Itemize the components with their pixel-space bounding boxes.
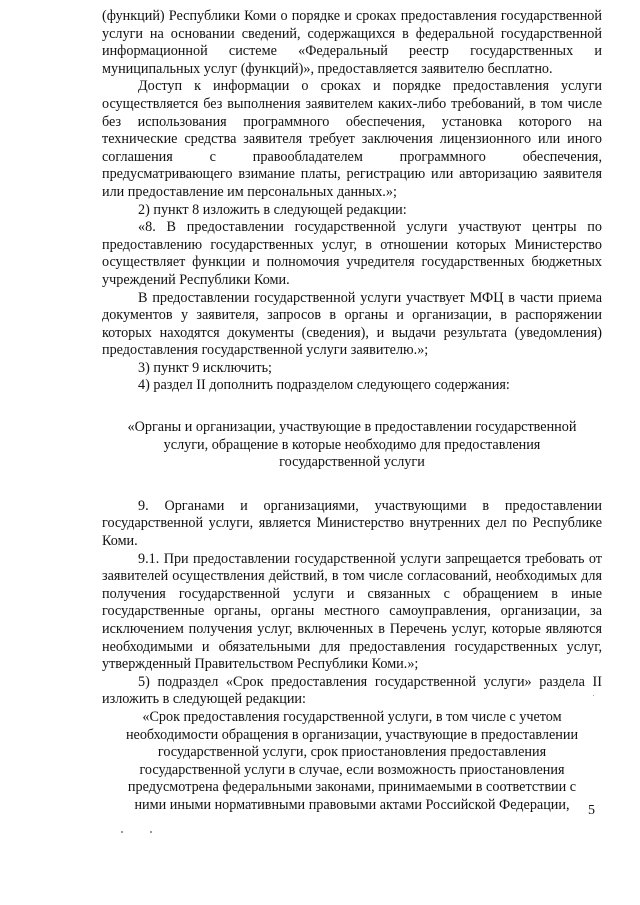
quoted-heading-block [102,709,602,815]
paragraph-access-info: Доступ к информации о сроках и порядке предоставления услуги осуществляется без выполнения заявителем каких-либо требований, в том числе без использования программного обеспечения, установка которого на технические средства заявителя требует заключения лицензионного или иного соглашения с правообладателем программного обеспечения, предусматривающего взимание платы, регистрацию или авторизацию заявителя или предоставление им персональных данных.»; [102,78,602,200]
scan-speck [150,831,152,833]
heading-line: услуги, обращение в которые необходимо для предоставления [163,436,541,453]
quoted-line: государственной услуги в случае, если возможность приостановления [139,761,565,778]
quoted-line: «Срок предоставления государственной услуги, в том числе с учетом [142,708,562,725]
clause-9-1-text: 9.1. При предоставлении государственной услуги запрещается требовать от заявителей осуществления действий, в том числе согласований, необходимых для получения государственной услуги и связанных с обращением в иные государственные органы, органы местного самоуправления, организации, за исключением получения услуг, включенных в Перечень услуг, которые являются необходимыми и обязательными для предоставления государственных услуг, утвержденный Правительством Республики Коми.»; [102,550,602,673]
amendment-item-3: 3) пункт 9 исключить; [138,359,272,376]
document-body [102,8,602,815]
clause-9-text: 9. Органами и организациями, участвующими в предоставлении государственной услуги, является Министерство внутренних дел по Республике Коми. [102,497,602,550]
quoted-line: ними иными нормативными правовыми актами Российской Федерации, [134,796,570,813]
quoted-line: государственной услуги, срок приостановления предоставления [157,744,547,761]
quoted-line: предусмотрена федеральными законами, принимаемыми в соответствии с [127,779,577,796]
scan-speck [593,695,594,696]
amendment-item-5: 5) подраздел «Срок предоставления государственной услуги» раздела II изложить в следующей редакции: [102,673,602,708]
quoted-line: необходимости обращения в организации, участвующие в предоставлении [125,726,579,743]
subsection-heading [120,419,584,472]
clause-8-text: «8. В предоставлении государственной услуги участвуют центры по предоставлению государственных услуг, в отношении которых Министерство осуществляет функции и полномочия учредителя государственных бюджетных учреждений Республики Коми. [102,219,602,288]
scan-speck [121,831,123,833]
amendment-item-4: 4) раздел II дополнить подразделом следующего содержания: [138,377,510,394]
page-number: 5 [588,803,595,818]
paragraph-continuation: (функций) Республики Коми о порядке и сроках предоставления государственной услуги на основании сведений, содержащихся в федеральной государственной информационной системе «Федеральный реестр государственных и муниципальных услуг (функций)», предоставляется заявителю бесплатно. [102,8,602,77]
heading-line: «Органы и организации, участвующие в предоставлении государственной [127,419,577,436]
amendment-item-2: 2) пункт 8 изложить в следующей редакции: [138,201,407,218]
mfc-participation-text: В предоставлении государственной услуги участвует МФЦ в части приема документов у заявителя, запросов в органы и организации, в распоряжении которых находятся документы (сведения), и выдачи результата (уведомления) предоставления государственной услуги заявителю.»; [102,289,602,359]
heading-line: государственной услуги [279,454,425,471]
